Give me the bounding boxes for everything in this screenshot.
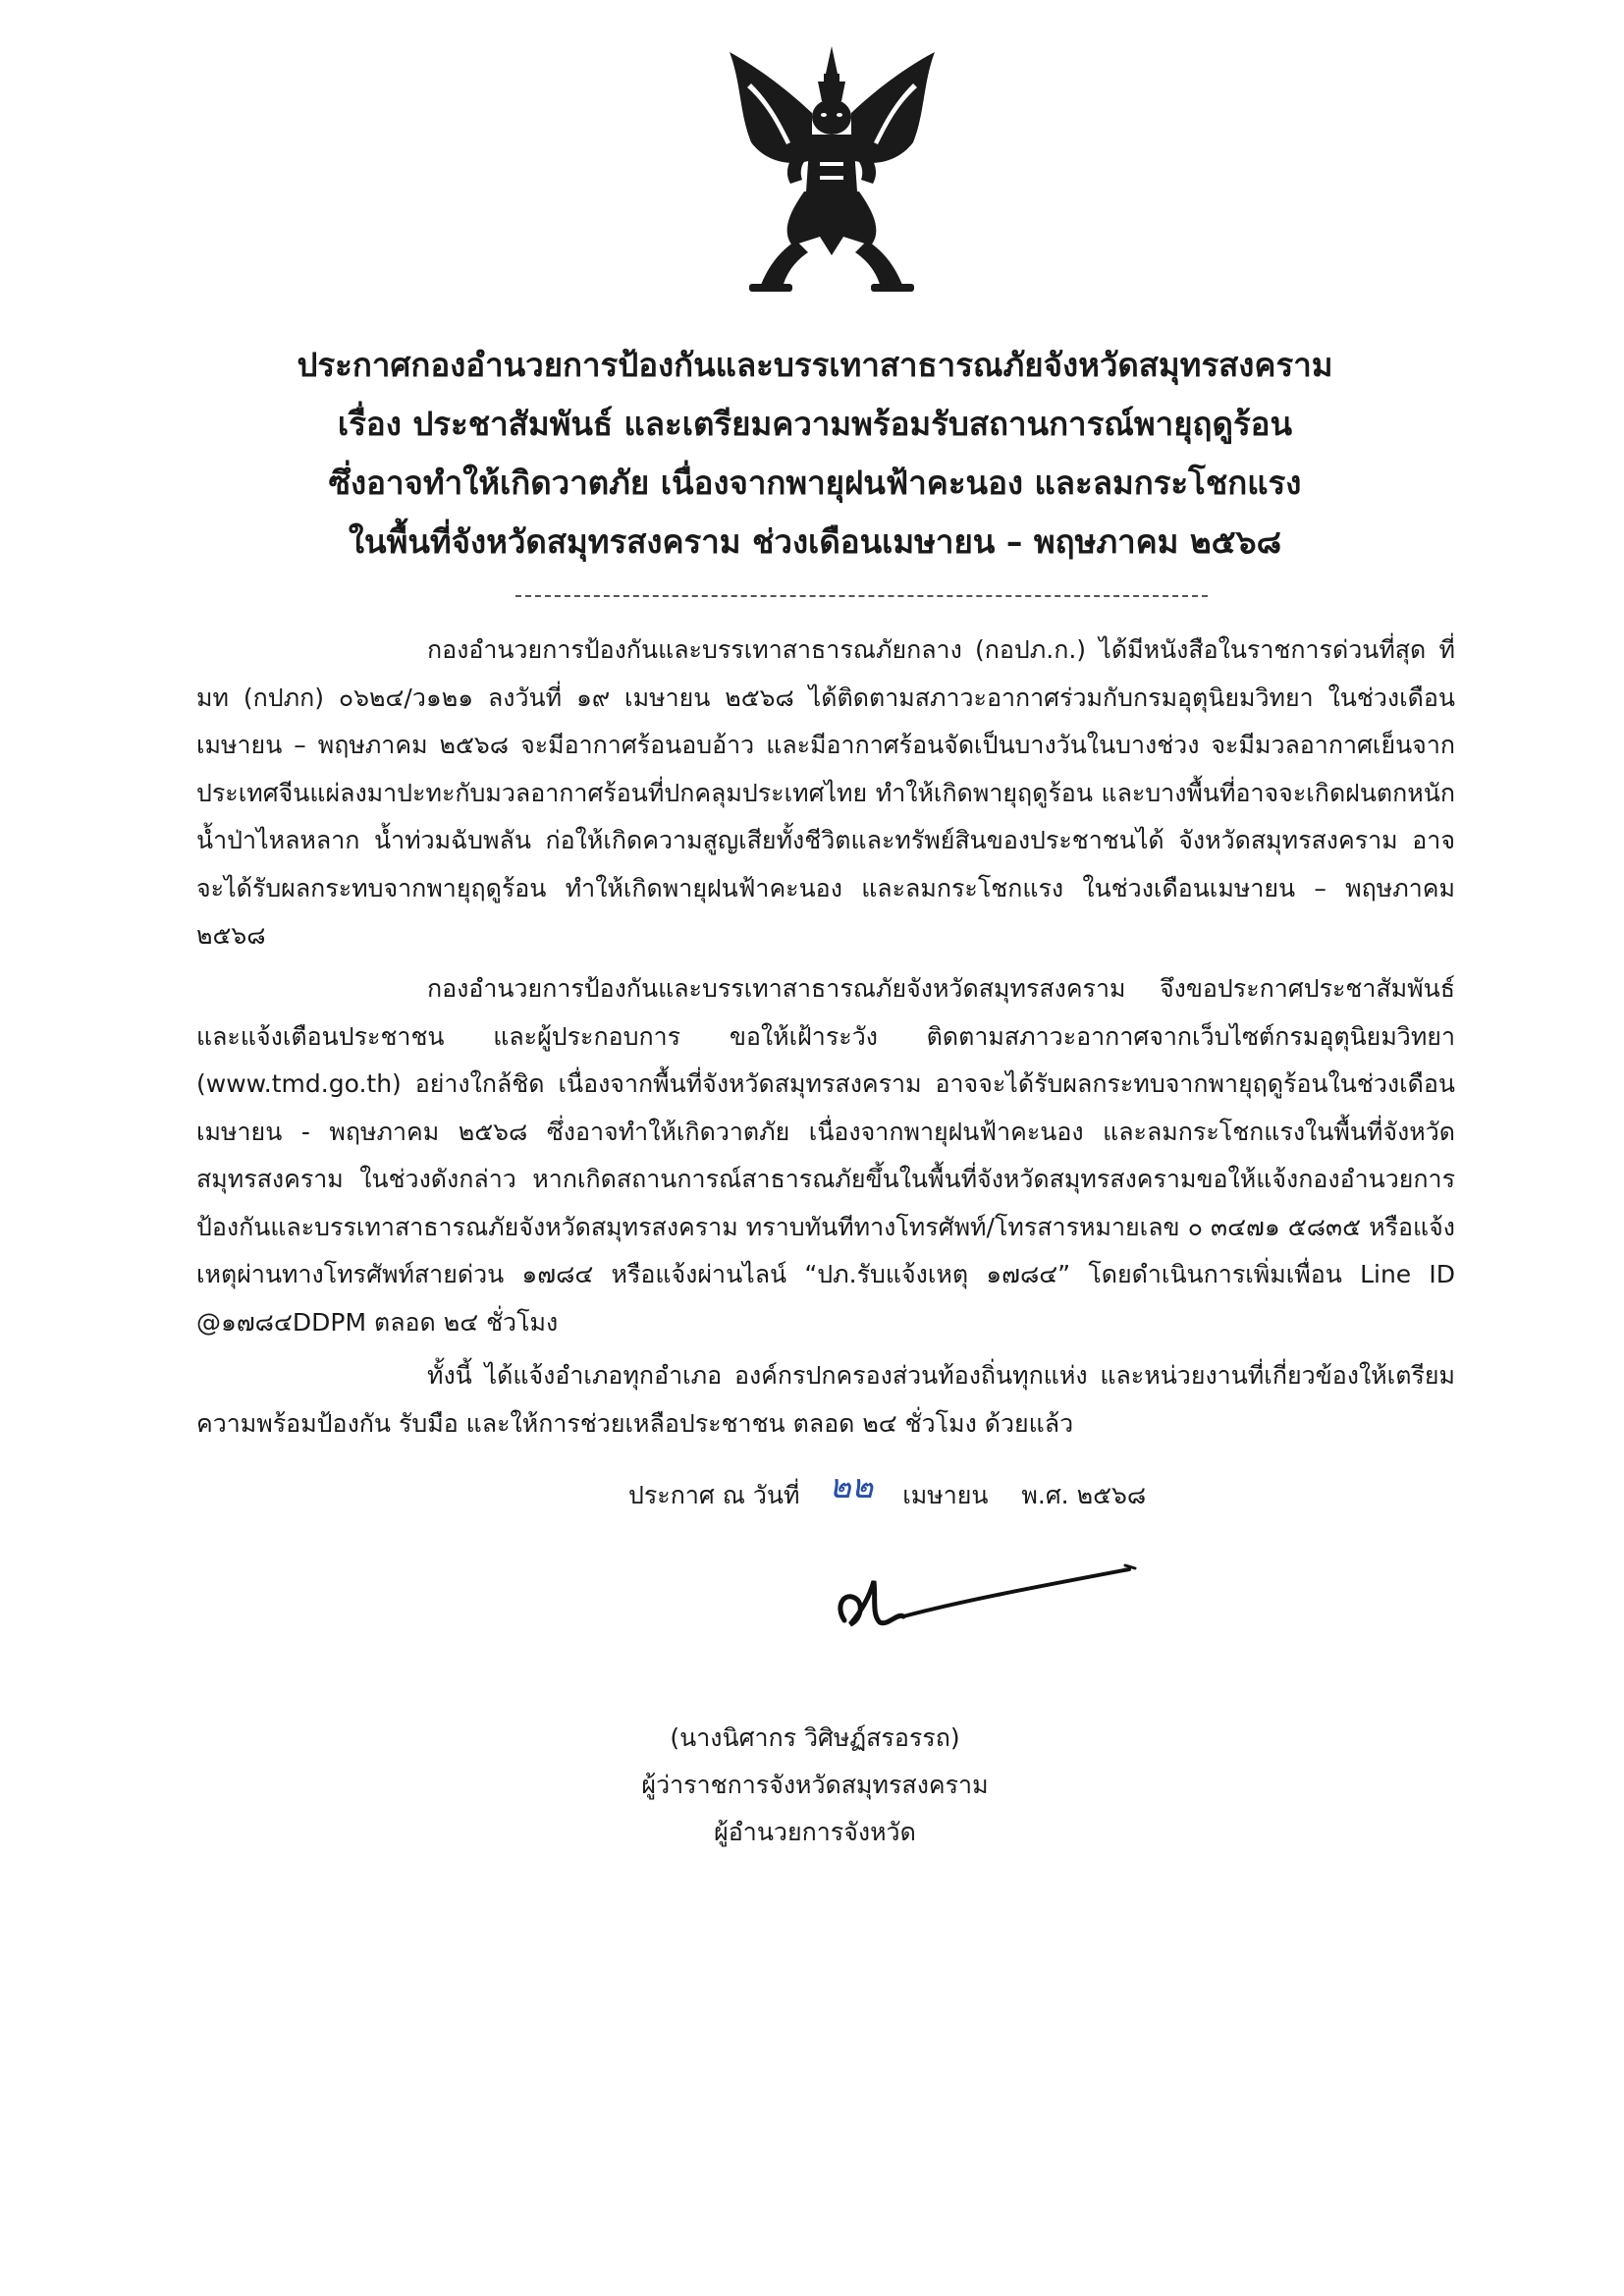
- signer-position-director: ผู้อำนวยการจังหวัด: [714, 1818, 916, 1846]
- announcement-title: [177, 336, 1453, 572]
- body-paragraph-3: [196, 1352, 1455, 1462]
- paragraph-text: กองอำนวยการป้องกันและบรรเทาสาธารณภัยกลาง (กอปภ.ก.) ได้มีหนังสือในราชการด่วนที่สุด ที่ มท (กปภก) ๐๖๒๔/ว๑๒๑ ลงวันที่ ๑๙ เมษายน ๒๕๖๘ ได้ติดตามสภาวะอากาศร่วมกับกรมอุตุนิยมวิทยา ในช่วงเดือนเมษายน – พฤษภาคม ๒๕๖๘ จะมีอากาศร้อนอบอ้าว และมีอากาศร้อนจัดเป็นบางวันในบางช่วง จะมีมวลอากาศเย็นจากประเทศจีนแผ่ลงมาปะทะกับมวลอากาศร้อนที่ปกคลุมประเทศไทย ทำให้เกิดพายุฤดูร้อน และบางพื้นที่อาจจะเกิดฝนตกหนัก น้ำป่าไหลหลาก น้ำท่วมฉับพลัน ก่อให้เกิดความสูญเสียทั้งชีวิตและทรัพย์สินของประชาชนได้ จังหวัดสมุทรสงคราม อาจจะได้รับผลกระทบจากพายุฤดูร้อน ทำให้เกิดพายุฝนฟ้าคะนอง และลมกระโชกแรง ในช่วงเดือนเมษายน – พฤษภาคม ๒๕๖๘: [196, 635, 1455, 950]
- paragraph-text: ทั้งนี้ ได้แจ้งอำเภอทุกอำเภอ องค์กรปกครองส่วนท้องถิ่นทุกแห่ง และหน่วยงานที่เกี่ยวข้องให้เตรียมความพร้อมป้องกัน รับมือ และให้การช่วยเหลือประชาชน ตลอด ๒๔ ชั่วโมง ด้วยแล้ว: [196, 1361, 1455, 1438]
- date-day-handwritten: ๒๒: [829, 1467, 874, 1506]
- title-line-4: ในพื้นที่จังหวัดสมุทรสงคราม ช่วงเดือนเมษายน – พฤษภาคม ๒๕๖๘: [348, 522, 1282, 561]
- date-month: เมษายน: [902, 1481, 989, 1509]
- body-paragraph-2: [196, 965, 1455, 1361]
- garuda-emblem-icon: [722, 44, 943, 295]
- body-paragraph-1: [196, 627, 1455, 975]
- date-prefix: ประกาศ ณ วันที่: [628, 1481, 800, 1509]
- announcement-date: [628, 1465, 1146, 1518]
- title-line-2: เรื่อง ประชาสัมพันธ์ และเตรียมความพร้อมรับสถานการณ์พายุฤดูร้อน: [337, 405, 1293, 443]
- paragraph-text: กองอำนวยการป้องกันและบรรเทาสาธารณภัยจังหวัดสมุทรสงคราม จึงขอประกาศประชาสัมพันธ์และแจ้งเตือนประชาชน และผู้ประกอบการ ขอให้เฝ้าระวัง ติดตามสภาวะอากาศจากเว็บไซต์กรมอุตุนิยมวิทยา (www.tmd.go.th) อย่างใกล้ชิด เนื่องจากพื้นที่จังหวัดสมุทรสงคราม อาจจะได้รับผลกระทบจากพายุฤดูร้อนในช่วงเดือนเมษายน - พฤษภาคม ๒๕๖๘ ซึ่งอาจทำให้เกิดวาตภัย เนื่องจากพายุฝนฟ้าคะนอง และลมกระโชกแรงในพื้นที่จังหวัดสมุทรสงคราม ในช่วงดังกล่าว หากเกิดสถานการณ์สาธารณภัยขึ้นในพื้นที่จังหวัดสมุทรสงครามขอให้แจ้งกองอำนวยการป้องกันและบรรเทาสาธารณภัยจังหวัดสมุทรสงคราม ทราบทันทีทางโทรศัพท์/โทรสารหมายเลข ๐ ๓๔๗๑ ๕๘๓๕ หรือแจ้งเหตุผ่านทางโทรศัพท์สายด่วน ๑๗๘๔ หรือแจ้งผ่านไลน์ “ปภ.รับแจ้งเหตุ ๑๗๘๔” โดยดำเนินการเพิ่มเพื่อน Line ID @๑๗๘๔DDPM ตลอด ๒๔ ชั่วโมง: [196, 974, 1455, 1337]
- signer-position-governor: ผู้ว่าราชการจังหวัดสมุทรสงคราม: [641, 1771, 989, 1799]
- date-era: พ.ศ.: [1021, 1481, 1069, 1509]
- title-line-3: ซึ่งอาจทำให้เกิดวาตภัย เนื่องจากพายุฝนฟ้าคะนอง และลมกระโชกแรง: [328, 464, 1302, 502]
- title-divider: [515, 595, 1208, 597]
- date-year: ๒๕๖๘: [1076, 1481, 1147, 1509]
- signer-name: (นางนิศากร วิศิษฏ์สรอรรถ): [670, 1723, 960, 1752]
- signature-icon: [815, 1552, 1149, 1660]
- title-line-1: ประกาศกองอำนวยการป้องกันและบรรเทาสาธารณภัยจังหวัดสมุทรสงคราม: [297, 346, 1333, 384]
